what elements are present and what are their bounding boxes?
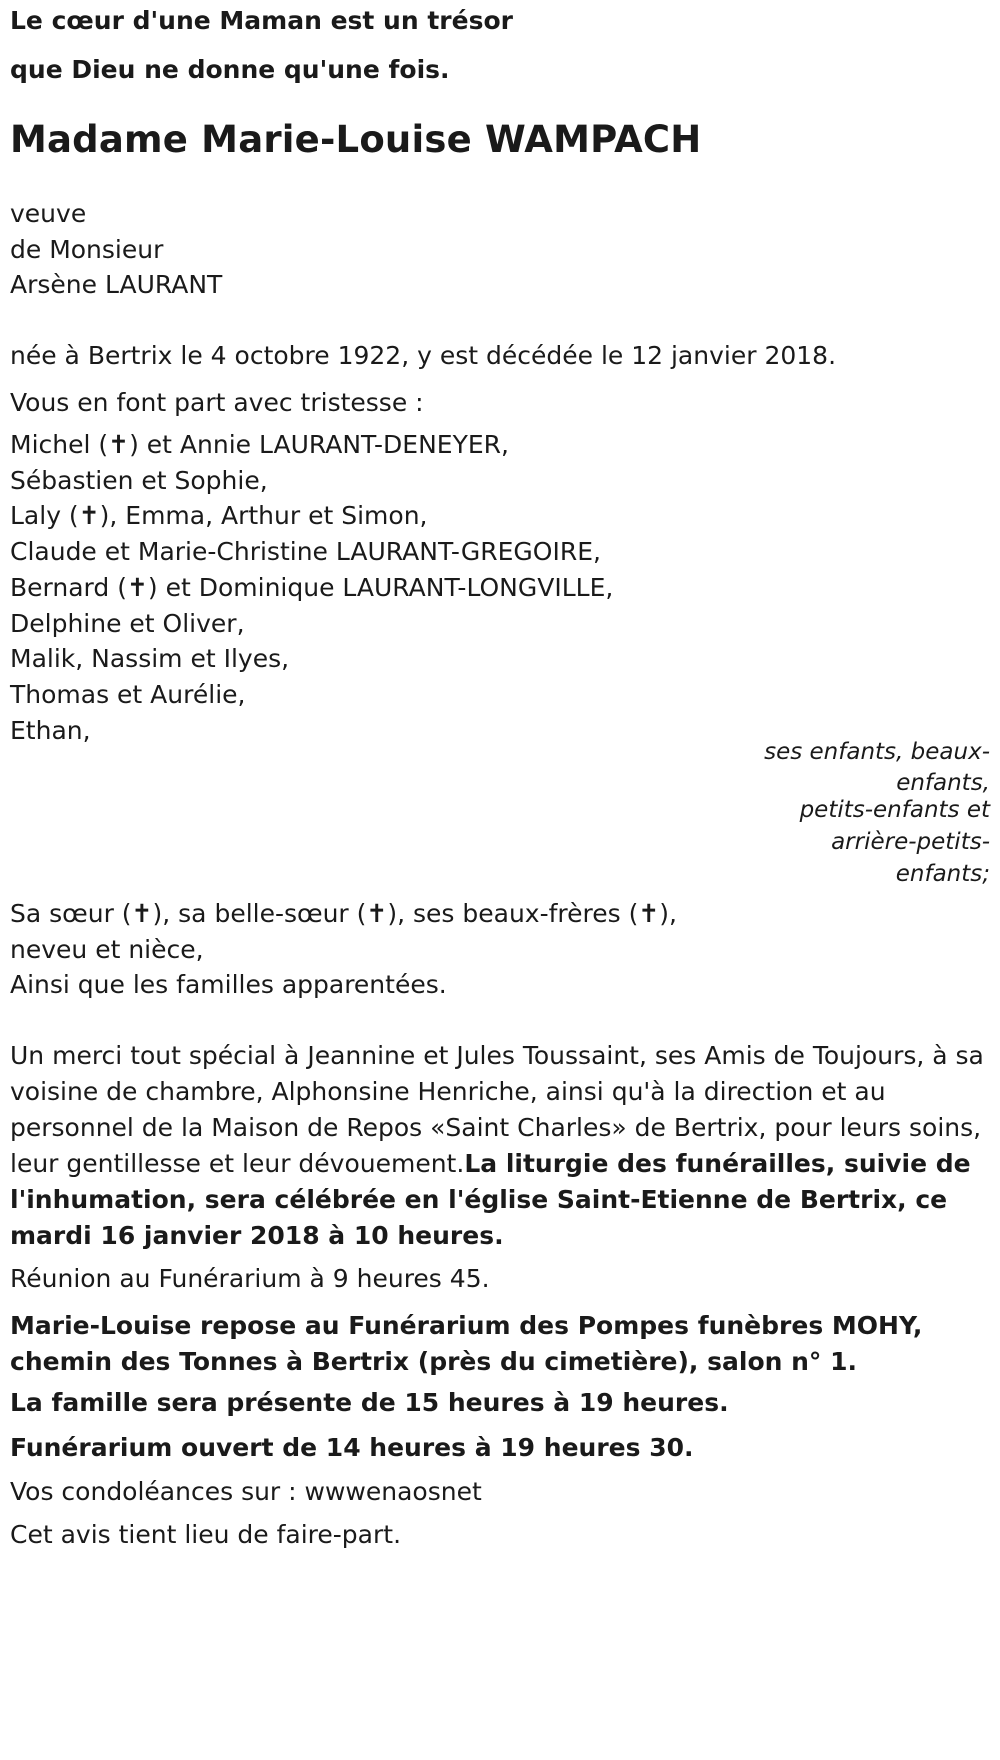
family-presence-text: La famille sera présente de 15 heures à 19 heures. <box>10 1388 729 1417</box>
widow-line: Arsène LAURANT <box>10 270 223 300</box>
family-list <box>10 427 613 748</box>
relation-line: petits-enfants et <box>799 797 990 823</box>
relation-caption <box>730 736 990 890</box>
family-line: Delphine et Oliver, <box>10 608 245 638</box>
widow-line: veuve <box>10 199 87 228</box>
thanks-text: Un merci tout spécial à Jeannine et Jules Toussaint, ses Amis de Toujours, à sa voisine de chambre, Alphonsine Henriche, ainsi qu'à la direction et au personnel de la Maison de Repos «Saint Charles» de Bertrix, pour leurs soins, leur gentillesse et leur dévouement. <box>10 1041 984 1178</box>
relation-line: ses enfants, beaux- <box>764 739 990 765</box>
family-line: Sébastien et Sophie, <box>10 465 268 495</box>
family-line: Laly (✝), Emma, Arthur et Simon, <box>10 501 428 531</box>
liturgy-text: La liturgie des funérailles, suivie de l'inhumation, sera célébrée en l'église Saint-Etienne de Bertrix, ce mardi 16 janvier 2018 à 10 heures. <box>10 1149 971 1250</box>
relation-line: enfants, <box>896 770 990 796</box>
relatives-line: Sa sœur (✝), sa belle-sœur (✝), ses beaux-frères (✝), <box>10 899 678 928</box>
family-line: Claude et Marie-Christine LAURANT-GREGOIRE, <box>10 537 601 567</box>
announcement-text: Vous en font part avec tristesse : <box>10 388 424 417</box>
reunion-text: Réunion au Funérarium à 9 heures 45. <box>10 1264 490 1293</box>
relation-line: arrière-petits- <box>831 829 990 855</box>
faire-part-text: Cet avis tient lieu de faire-part. <box>10 1520 402 1549</box>
repose-text: Marie-Louise repose au Funérarium des Pompes funèbres MOHY, chemin des Tonnes à Bertrix (près du cimetière), salon n° 1. <box>10 1311 923 1376</box>
family-line: Bernard (✝) et Dominique LAURANT-LONGVILLE, <box>10 572 614 602</box>
epigraph-line-1: Le cœur d'une Maman est un trésor <box>10 6 513 35</box>
relatives-line: Ainsi que les familles apparentées. <box>10 970 447 1000</box>
deceased-name-title: Madame Marie-Louise WAMPACH <box>10 118 702 161</box>
relatives-line: neveu et nièce, <box>10 934 204 964</box>
birth-death-text: née à Bertrix le 4 octobre 1922, y est décédée le 12 janvier 2018. <box>10 341 837 370</box>
family-line: Michel (✝) et Annie LAURANT-DENEYER, <box>10 430 509 459</box>
condolences-text: Vos condoléances sur : wwwenaosnet <box>10 1477 482 1506</box>
relatives-block <box>10 896 677 1003</box>
family-line: Malik, Nassim et Ilyes, <box>10 644 290 674</box>
thanks-paragraph <box>10 1038 990 1254</box>
family-line: Thomas et Aurélie, <box>10 679 246 709</box>
epigraph-line-2: que Dieu ne donne qu'une fois. <box>10 55 450 84</box>
funerarium-hours-text: Funérarium ouvert de 14 heures à 19 heures 30. <box>10 1433 694 1462</box>
widow-block <box>10 196 222 303</box>
relation-line: enfants; <box>895 861 990 887</box>
widow-line: de Monsieur <box>10 234 164 264</box>
family-line: Ethan, <box>10 715 91 745</box>
